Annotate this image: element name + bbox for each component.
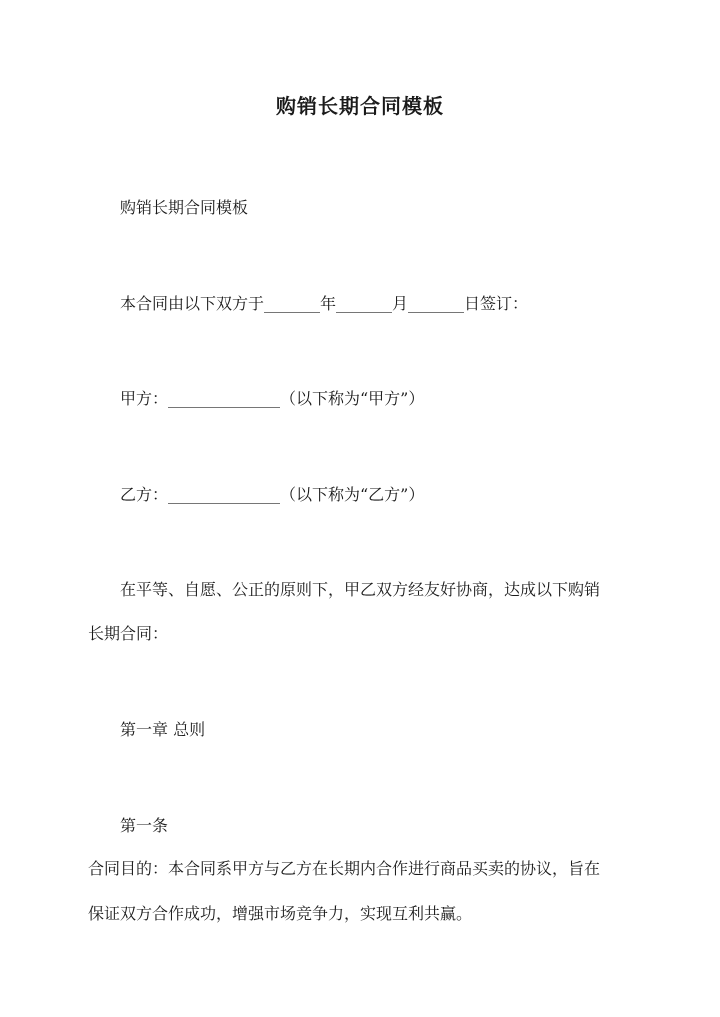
document-title: 购销长期合同模板 [276, 94, 444, 118]
party-b-line: 乙方：______________（以下称为“乙方”） [120, 485, 425, 504]
signing-date-line: 本合同由以下双方于_______年_______月_______日签订： [120, 294, 529, 313]
article-heading: 第一条 [120, 816, 169, 835]
article-body-line-2: 保证双方合作成功，增强市场竞争力，实现互利共赢。 [88, 904, 473, 923]
document-subtitle: 购销长期合同模板 [120, 198, 249, 217]
preamble-line-2: 长期合同： [88, 624, 169, 643]
preamble-line-1: 在平等、自愿、公正的原则下，甲乙双方经友好协商，达成以下购销 [120, 580, 601, 599]
article-body-line-1: 合同目的：本合同系甲方与乙方在长期内合作进行商品买卖的协议，旨在 [88, 859, 601, 878]
chapter-heading: 第一章 总则 [120, 720, 206, 739]
party-a-line: 甲方：______________（以下称为“甲方”） [120, 389, 425, 408]
